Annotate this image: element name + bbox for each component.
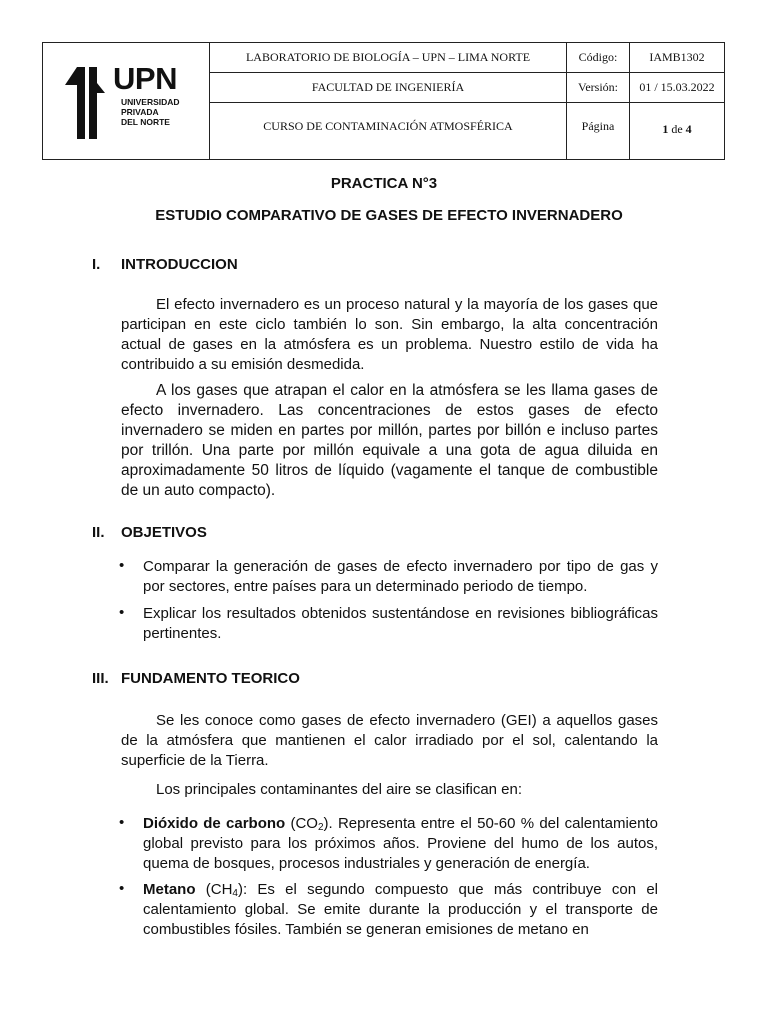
logo-line2: PRIVADA: [121, 107, 159, 117]
pollutant-ch4: [143, 880, 658, 940]
section-intro-title: INTRODUCCION: [121, 256, 238, 273]
header-page-value: [630, 103, 725, 160]
pollutant-co2: [143, 814, 658, 874]
objective-item-2: Explicar los resultados obtenidos sustentándose en revisiones bibliográficas pertinentes.: [143, 605, 658, 642]
intro-paragraph-1: El efecto invernadero es un proceso natural y la mayoría de los gases que participan en este ciclo también lo son. Sin embargo, la alta concentración actual de gases en la atmósfera es un problema. Nuestro estilo de vida ha contribuido a su emisión desmedida.: [121, 296, 658, 373]
section-theory-title: FUNDAMENTO TEORICO: [121, 670, 300, 687]
bullet-icon: •: [119, 557, 125, 574]
ch4-name: Metano: [143, 881, 196, 898]
ch4-formula-sub: 4: [232, 888, 238, 899]
logo-brand: UPN: [113, 61, 177, 96]
header-version-label: Versión:: [567, 73, 630, 103]
theory-paragraph-1: Se les conoce como gases de efecto invernadero (GEI) a aquellos gases de la atmósfera que mantienen el calor irradiado por el sol, calentando la superficie de la Tierra.: [121, 712, 658, 769]
upn-logo-mark-icon: [63, 63, 107, 139]
co2-formula-sub: 2: [317, 822, 324, 833]
ch4-formula-open: (CH: [195, 881, 233, 898]
ch4-description: Es el segundo compuesto que más contribuye con el calentamiento global. Se emite durante la producción y el transporte de combustibles fósiles. También se generan emisiones de metano en: [143, 881, 659, 938]
header-code-value: IAMB1302: [630, 43, 725, 73]
ch4-formula-close: ):: [237, 881, 248, 898]
co2-formula-open: (CO: [285, 815, 318, 832]
section-objectives-number: II.: [92, 524, 105, 541]
upn-logo: [43, 43, 209, 159]
logo-line3: DEL NORTE: [121, 117, 170, 127]
objective-item-1: Comparar la generación de gases de efecto invernadero por tipo de gas y por sectores, entre países para un determinado periodo de tiempo.: [143, 558, 658, 595]
header-version-value: 01 / 15.03.2022: [630, 73, 725, 103]
document-header-table: [42, 42, 725, 160]
header-lab-title: LABORATORIO DE BIOLOGÍA – UPN – LIMA NORTE: [210, 43, 567, 73]
section-intro-number: I.: [92, 256, 101, 273]
bullet-icon: •: [119, 814, 125, 831]
section-objectives-title: OBJETIVOS: [121, 524, 207, 541]
intro-paragraph-2: A los gases que atrapan el calor en la atmósfera se les llama gases de efecto invernadero. Las concentraciones de estos gases de efecto invernadero se miden en partes por millón, partes por billón e incluso partes por trillón. Una parte por millón equivale a una gota de agua diluida en aproximadamente 50 litros de líquido (vagamente el tanque de combustible de un auto compacto).: [121, 382, 658, 499]
header-page-label: Página: [567, 103, 630, 160]
practice-subtitle: ESTUDIO COMPARATIVO DE GASES DE EFECTO INVERNADERO: [155, 207, 623, 224]
bullet-icon: •: [119, 604, 125, 621]
theory-paragraph-2: Los principales contaminantes del aire se clasifican en:: [156, 781, 523, 798]
logo-line1: UNIVERSIDAD: [121, 97, 180, 107]
header-faculty: FACULTAD DE INGENIERÍA: [210, 73, 567, 103]
co2-name: Dióxido de carbono: [143, 815, 286, 832]
section-theory-number: III.: [92, 670, 109, 687]
header-code-label: Código:: [567, 43, 630, 73]
header-course: CURSO DE CONTAMINACIÓN ATMOSFÉRICA: [210, 103, 567, 160]
page-total: 4: [685, 122, 692, 136]
co2-formula-close: ).: [323, 815, 333, 832]
practice-title: PRACTICA N°3: [330, 175, 438, 192]
page-of: de: [671, 122, 683, 136]
co2-description: Representa entre el 50-60 % del calentamiento global previsto para los próximos años. Proviene del humo de los autos, quema de bosques, procesos industriales y generación de energía.: [143, 815, 658, 872]
bullet-icon: •: [119, 880, 125, 897]
page-current: 1: [662, 122, 669, 136]
logo-cell: [43, 43, 210, 160]
